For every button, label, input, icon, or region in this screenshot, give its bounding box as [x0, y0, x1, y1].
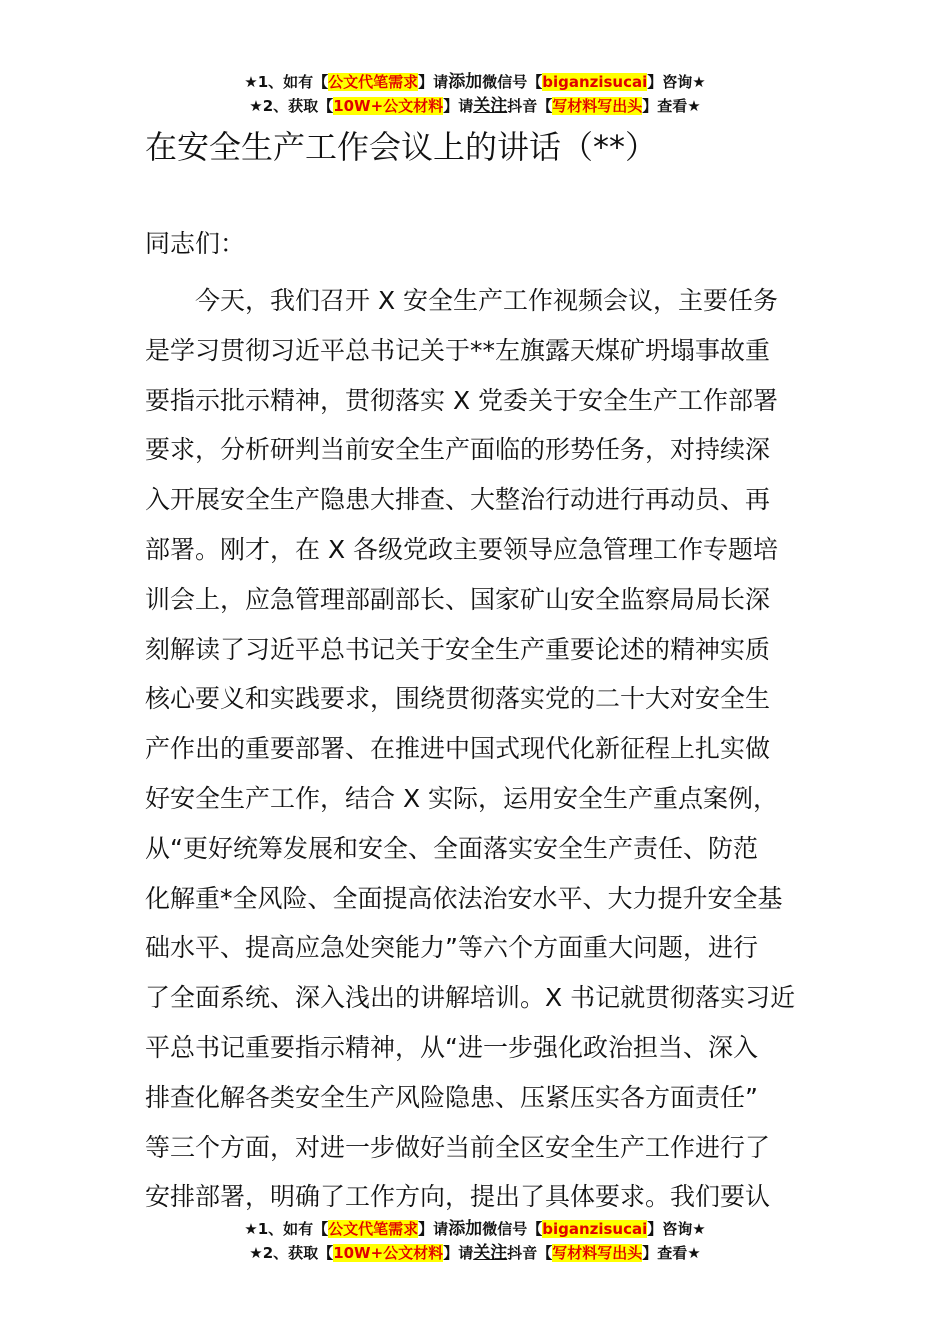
promo-highlight: 10W+公文材料 [333, 1244, 444, 1262]
body-line: 等三个方面，对进一步做好当前全区安全生产工作进行了 [145, 1132, 771, 1162]
promo-text: ★1、如有【 [244, 73, 329, 91]
promo-wechat-id: biganzisucai [542, 73, 648, 91]
body-line: 好安全生产工作，结合 X 实际，运用安全生产重点案例， [145, 783, 779, 813]
body-line: 从“更好统筹发展和安全、全面落实安全生产责任、防范 [145, 833, 758, 863]
promo-text-emphasis: 添加 [448, 1219, 483, 1239]
promo-text: ★1、如有【 [244, 1220, 329, 1238]
promo-text: 】请 [418, 73, 449, 91]
body-line: 产作出的重要部署、在推进中国式现代化新征程上扎实做 [145, 734, 771, 764]
body-line: 化解重*全风险、全面提高依法治安水平、大力提升安全基 [145, 883, 783, 913]
promo-text: 】请 [418, 1220, 449, 1238]
body-line: 排查化解各类安全生产风险隐患、压紧压实各方面责任” [145, 1082, 758, 1112]
body-line: 平总书记重要指示精神，从“进一步强化政治担当、深入 [145, 1032, 758, 1062]
body-line: 了全面系统、深入浅出的讲解培训。X 书记就贯彻落实习近 [145, 983, 796, 1013]
promo-text: 微信号【 [482, 73, 543, 91]
body-line: 要指示批示精神，贯彻落实 X 党委关于安全生产工作部署 [145, 385, 779, 415]
promo-text: 】咨询★ [647, 1220, 706, 1238]
promo-text: 抖音【 [507, 1244, 553, 1262]
promo-text: 微信号【 [482, 1220, 543, 1238]
body-line: 核心要义和实践要求，围绕贯彻落实党的二十大对安全生 [145, 684, 771, 714]
body-paragraph [145, 276, 807, 1276]
body-line: 刻解读了习近平总书记关于安全生产重要论述的精神实质 [145, 634, 771, 664]
body-line: 训会上，应急管理部副部长、国家矿山安全监察局局长深 [145, 584, 771, 614]
promo-text: 】请 [443, 97, 474, 115]
promo-wechat-id: biganzisucai [542, 1220, 648, 1238]
footer-promo-banner [0, 1217, 950, 1265]
promo-text: 】请 [443, 1244, 474, 1262]
body-line: 是学习贯彻习近平总书记关于**左旗露天煤矿坍塌事故重 [145, 335, 771, 365]
body-line: 入开展安全生产隐患大排查、大整治行动进行再动员、再 [145, 485, 771, 515]
promo-text-emphasis: 关注 [473, 1243, 508, 1263]
promo-text-emphasis: 添加 [448, 72, 483, 92]
body-line: 部署。刚才，在 X 各级党政主要领导应急管理工作专题培 [145, 534, 779, 564]
body-line: 今天，我们召开 X 安全生产工作视频会议，主要任务 [195, 286, 779, 315]
promo-text: 抖音【 [507, 97, 553, 115]
promo-highlight: 公文代笔需求 [328, 73, 419, 91]
promo-text: 】查看★ [642, 1244, 701, 1262]
body-line: 础水平、提高应急处突能力”等六个方面重大问题，进行 [145, 933, 758, 963]
promo-text: 】查看★ [642, 97, 701, 115]
document-title: 在安全生产工作会议上的讲话（**） [145, 128, 658, 166]
salutation: 同志们： [145, 229, 246, 258]
promo-text: ★2、获取【 [249, 97, 334, 115]
body-line: 安排部署，明确了工作方向，提出了具体要求。我们要认 [145, 1182, 771, 1212]
promo-line-1 [0, 1217, 950, 1241]
promo-line-2 [0, 1241, 950, 1265]
promo-douyin-id: 写材料写出头 [552, 97, 643, 115]
promo-highlight: 10W+公文材料 [333, 97, 444, 115]
header-promo-banner [0, 70, 950, 118]
body-line: 要求，分析研判当前安全生产面临的形势任务，对持续深 [145, 435, 771, 465]
promo-line-2 [0, 94, 950, 118]
promo-line-1 [0, 70, 950, 94]
promo-text-emphasis: 关注 [473, 96, 508, 116]
promo-text: ★2、获取【 [249, 1244, 334, 1262]
promo-douyin-id: 写材料写出头 [552, 1244, 643, 1262]
promo-highlight: 公文代笔需求 [328, 1220, 419, 1238]
promo-text: 】咨询★ [647, 73, 706, 91]
